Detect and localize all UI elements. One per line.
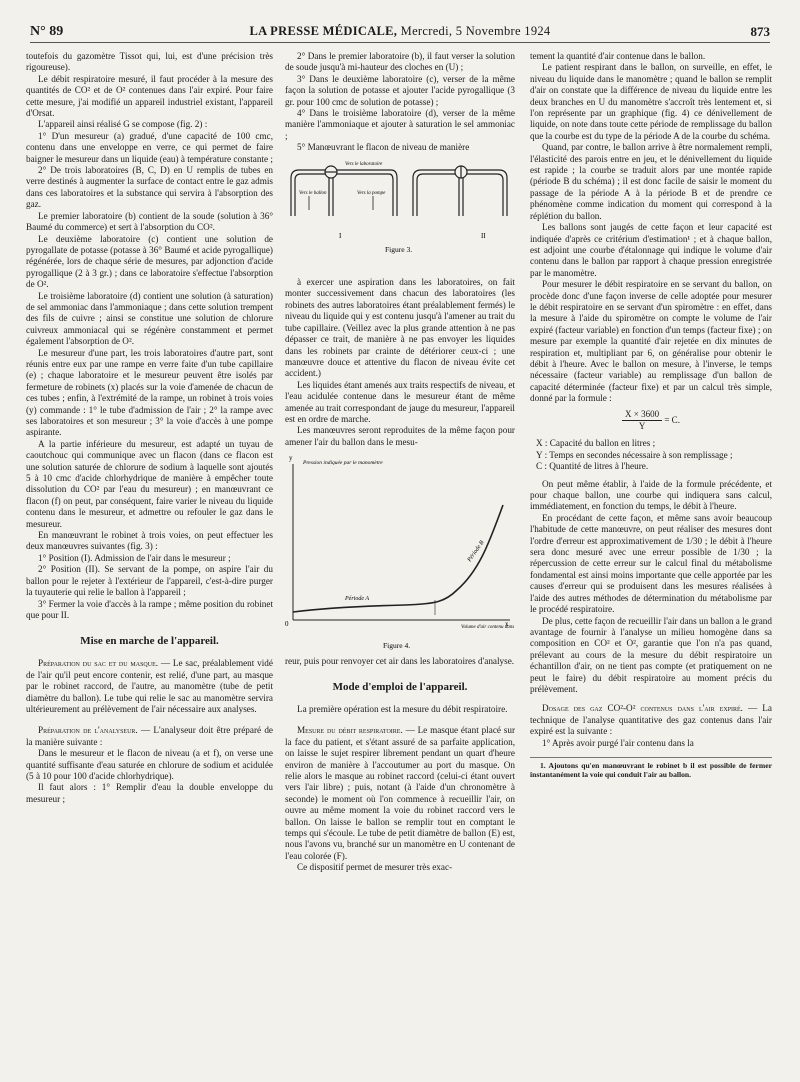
run-in-heading: Préparation de l'analyseur. — [38, 725, 138, 736]
paragraph: En manœuvrant le robinet à trois voies, on peut effectuer les deux manœuvres suivantes (fig. 3) : — [26, 530, 273, 552]
section-heading-mise-en-marche: Mise en marche de l'appareil. — [80, 635, 219, 648]
x-axis-letter: x — [505, 620, 509, 629]
paragraph: 1° Position (I). Admission de l'air dans le mesureur ; — [38, 552, 231, 563]
figure-3-caption: Figure 3. — [385, 244, 413, 254]
figure-4 — [285, 450, 515, 653]
figure-3-diagram — [285, 156, 515, 272]
legend-item: C : Quantité de litres à l'heure. — [536, 461, 649, 472]
figure-3 — [285, 156, 515, 275]
paragraph-text: — Le masque étant placé sur la face du patient, et s'étant assuré de sa parfaite application, on laisse le sujet respirer librement pendant un quart d'heure environ de manière à l'accoutumer au port du masque. On relie alors le masque au robinet raccord (celui-ci étant ouvert vers l'air libre) ; puis, notant (à l'aide d'un chronomètre à seconde) le moment où l'on commence à recueillir l'air, on ouvre au même moment la voie du robinet raccord vers le ballon. On laisse le ballon se remplir tout en comptant le temps qui s'écoule. Le tube de petit diamètre de ballon (E) est, nous l'avons vu, branché sur un manomètre en U contenant de l'eau colorée (F). — [285, 725, 515, 861]
legend-item: Y : Temps en secondes nécessaire à son remplissage ; — [536, 449, 733, 460]
origin-label: 0 — [285, 620, 289, 629]
paragraph: à exercer une aspiration dans les laboratoires, on fait monter successivement dans chacun des laboratoires (les robinets des autres laboratoires étant préalablement fermés) le niveau du liquide qui y est contenu jusqu'à l'amener au trait du tube capillaire. (Veillez avec la plus grande attention à ne pas dépasser ce trait, de manière à ne pas envoyer les liquides dans les robinets par crainte de détériorer ceux-ci ; une manœuvre douce et attentive du flacon de niveau évite cet accident.) — [285, 277, 515, 379]
formula-numerator: X × 3600 — [622, 409, 662, 421]
period-b-label: Période B — [466, 540, 486, 564]
issue-number: N° 89 — [30, 24, 64, 39]
x-axis-label: Volume d'air contenu dans — [461, 625, 515, 631]
paragraph: Le patient respirant dans le ballon, on surveille, en effet, le niveau du liquide dans le manomètre ; quand le ballon se remplit d'air on constate que la différence de niveau du liquide entre les deux branches en U du manomètre s'accroît très lentement et, si l'on représente par un graphique (fig. 4) ce dénivellement de liquide, on note dans toute cette période de remplissage du ballon que la courbe est du type de la période A de la courbe du schéma. — [530, 62, 772, 141]
footnote-text: 1. Ajoutons qu'en manœuvrant le robinet b il est possible de fermer instantanément la voie qui conduit l'air au ballon. — [530, 760, 772, 779]
paragraph: Le premier laboratoire (b) contient de la soude (solution à 36° Baumé du commerce) et sert à l'absorption du CO². — [26, 210, 273, 233]
paragraph: Le mesureur d'une part, les trois laboratoires d'autre part, sont réunis entre eux par une rampe en verre faite d'un tube capillaire (e) ; chaque laboratoire et le mesureur peuvent être isolés par fermeture de robinets (x) placés sur la voie d'amenée de chacun de ces tubes ; enfin, à l'extrémité de la rampe, un robinet à trois voies (y) commande : 1° le tube d'admission de l'air ; 2° la rampe avec ses laboratoires et son mesureur ; 3° la voie d'accès à une pompe aspirante. — [26, 347, 273, 438]
paragraph — [530, 703, 772, 737]
formula-denominator: Y — [638, 421, 646, 431]
paragraph: Les manœuvres seront reproduites de la même façon pour amener l'air du ballon dans le mesu- — [285, 425, 515, 447]
paragraph: Ce dispositif permet de mesurer très exac- — [297, 862, 453, 873]
paragraph: A la partie inférieure du mesureur, est adapté un tuyau de caoutchouc qui communique avec un flacon (dans ce flacon est une solution saturée de chlorure de sodium à laquelle sont ajoutés 5 à 10 cmc d'acide chlorhydrique de manière à empêcher toute dissolution du CO² par l'eau du mesureur) ; en manœuvrant ce flacon (f) on peut, par conséquent, faire varier le niveau du liquide contenu dans le mesureur, et admettre ou refouler le gaz dans le mesureur. — [26, 438, 273, 529]
paragraph: On peut même établir, à l'aide de la formule précédente, et pour chaque ballon, une courbe qui indiquera sans calcul, immédiatement, en fonction du temps, le débit à l'heure. — [530, 478, 772, 512]
paragraph: 3° Fermer la voie d'accès à la rampe ; même position du robinet que pour II. — [26, 598, 273, 620]
paragraph: La première opération est la mesure du débit respiratoire. — [297, 703, 508, 714]
paragraph: 1° Après avoir purgé l'air contenu dans la — [542, 737, 694, 748]
paragraph-text: — La technique de l'analyse quantitative des gaz contenus dans l'air expiré est la suivante : — [530, 703, 772, 737]
column-2 — [285, 51, 515, 874]
paragraph: En procédant de cette façon, et même sans avoir beaucoup l'habitude de cette manœuvre, on peut réaliser des mesures dont l'ordre d'erreur est approximativement de 1/30 ; le débit à l'heure sera donc mesuré avec une erreur possible de 1/30 ; la répercussion de cette erreur sur le calcul final du métabolisme fondamental est ainsi moins importante que celle apportée par les causes d'erreur qui se produisent dans les mesures réalisées à l'aide des autres méthodes de détermination du métabolisme par le procédé respiratoire. — [530, 512, 772, 615]
paragraph: 2° De trois laboratoires (B, C, D) en U remplis de tubes en verre destinés à augmenter la surface de contact entre le gaz admis dans ces laboratoires et la substance qui servira à l'absorption des gaz. — [26, 165, 273, 210]
run-in-heading: Mesure du débit respiratoire. — [297, 725, 403, 736]
section-heading-mode-emploi: Mode d'emploi de l'appareil. — [332, 680, 468, 693]
paragraph: reur, puis pour renvoyer cet air dans les laboratoires d'analyse. — [285, 655, 515, 666]
run-in-heading: Dosage des gaz CO²-O² contenus dans l'air expiré. — [542, 703, 743, 714]
paragraph: Les ballons sont jaugés de cette façon et leur capacité est indiquée d'après ce critérium d'estimation¹ ; et à chaque ballon, est adjoint une courbe d'étalonnage qui indique le volume d'air contenu dans le ballon par rapport à chaque pression enregistrée par le manomètre. — [530, 222, 772, 278]
paragraph: 4° Dans le troisième laboratoire (d), verser de la même manière l'ammoniaque et ajouter à saturation le sel ammoniac ; — [285, 108, 515, 141]
paragraph: L'appareil ainsi réalisé G se compose (fig. 2) : — [38, 119, 208, 130]
paragraph: Le débit respiratoire mesuré, il faut procéder à la mesure des quantités de CO² et de O² contenues dans l'air expiré. Pour faire cette mesure, j'ai modifié un appareil industriel existant, l'appareil d'Orsat. — [26, 73, 273, 119]
paragraph: 1° D'un mesureur (a) gradué, d'une capacité de 100 cmc, contenu dans une enveloppe en verre, ce qui permet de faire baigner le mesureur dans un liquide (eau) à température constante ; — [26, 130, 273, 164]
column-1 — [26, 51, 273, 805]
run-in-heading: Préparation du sac et du masque. — [38, 658, 159, 669]
paragraph: De plus, cette façon de recueillir l'air dans un ballon a le grand avantage de fournir à l'analyse un milieu homogène dans sa composition en CO² et O², garantie que l'on n'a pas quand, prélevant au cours de la mesure du débit respiratoire un échantillon d'air, on ne tient pas compte (et pratiquement on ne peut le faire) du débit respiratoire au moment précis du prélèvement. — [530, 615, 772, 694]
paragraph: 2° Position (II). Se servant de la pompe, on aspire l'air du ballon pour le rejeter à l'extérieur de l'appareil, c'est-à-dire purger la tuyauterie qui relie le ballon à l'appareil ; — [26, 564, 273, 598]
paragraph: tement la quantité d'air contenue dans le ballon. — [530, 51, 706, 61]
paragraph: Le deuxième laboratoire (c) contient une solution de pyrogallate de potasse (potasse à 36° Baumé et acide pyrogallique) régénérée, lors de chaque série de mesures, par adjonction d'acide pyrogallique (2 à 3 gr.) ; dans ce laboratoire s'effectue l'absorption de O². — [26, 233, 273, 290]
paragraph: Les liquides étant amenés aux traits respectifs de niveau, et l'eau acidulée contenue dans le mesureur étant de même amenée au trait correspondant de jauge du mesureur, l'appareil est en ordre de marche. — [285, 379, 515, 424]
position-2-label: II — [481, 231, 486, 240]
journal-title-line — [30, 24, 770, 39]
formula-result: = C. — [664, 414, 680, 425]
paragraph — [26, 725, 273, 748]
page-number: 873 — [750, 24, 770, 39]
page-header — [30, 22, 770, 43]
label-to-pump: Vers la pompe — [357, 190, 386, 196]
paragraph-text: — Le sac, préalablement vidé de l'air qu'il peut encore contenir, est relié, d'une part, au masque par le robinet raccord, de l'autre, au manomètre (tube de petit diamètre du ballon). Le tube qui relie le sac au manomètre servira ultérieurement au prélèvement de l'air nécessaire aux analyses. — [26, 658, 273, 714]
paragraph: Il faut alors : 1° Remplir d'eau la double enveloppe du mesureur ; — [26, 782, 273, 804]
y-axis-label: Pression indiquée par le manomètre — [303, 460, 383, 467]
paragraph: Quand, par contre, le ballon arrive à être normalement rempli, l'élasticité des parois entre en jeu, et le dénivellement du liquide est rapide ; la courbe se traduit alors par une montée rapide (période B du schéma) ; il est donc facile de saisir le moment du passage de la période A à la période B et de prendre ce phénomène comme indication du moment qui correspond à la réplétion du ballon. — [530, 142, 772, 221]
formula-fraction — [622, 409, 662, 433]
legend-item: X : Capacité du ballon en litres ; — [536, 438, 656, 449]
figure-4-caption: Figure 4. — [383, 641, 411, 651]
paragraph: toutefois du gazomètre Tissot qui, lui, est d'une précision très rigoureuse). — [26, 51, 273, 73]
footnote — [530, 757, 772, 779]
paragraph — [285, 725, 515, 862]
position-1-label: I — [339, 231, 342, 240]
y-axis-letter: y — [289, 454, 293, 463]
journal-title: LA PRESSE MÉDICALE, — [249, 24, 398, 38]
label-to-laboratory: Vers le laboratoire — [345, 161, 383, 167]
column-3 — [530, 51, 772, 779]
issue-date: Mercredi, 5 Novembre 1924 — [400, 24, 551, 38]
figure-4-graph — [285, 450, 515, 650]
paragraph — [26, 658, 273, 715]
paragraph: Le troisième laboratoire (d) contient une solution (à saturation) de sel ammoniac dans l'ammoniaque ; dans cette solution trempent des fils de cuivre ; ainsi se constitue une solution de chlorure cuivreux ammoniacal qui se régénère constamment et permet également l'absorption de O². — [26, 290, 273, 347]
formula-legend — [530, 438, 772, 472]
paragraph-text: — L'analyseur doit être préparé de la manière suivante : — [26, 725, 273, 747]
paragraph: Dans le mesureur et le flacon de niveau (a et f), on verse une quantité suffisante d'eau saturée en chlorure de sodium et acidulée (5 à 10 pour 100 d'acide chlorhydrique). — [26, 748, 273, 781]
period-a-label: Période A — [345, 596, 370, 603]
formula — [530, 409, 772, 433]
paragraph: Pour mesurer le débit respiratoire en se servant du ballon, on procède donc d'une façon inverse de celle adoptée pour mesurer le débit respiratoire en se servant d'un spiromètre : en effet, dans la mesure à l'aide du spiromètre on compte le volume de l'air expiré (facteur variable) en fonction d'un temps (facteur fixe) ; on mesure par exemple la quantité d'air rejetée en dix minutes de respiration et, multipliant par 6, on généralise pour obtenir le débit à l'heure. Avec le ballon on mesure, à l'inverse, le temps nécessaire (facteur variable) au remplissage d'un ballon de capacité déterminée (facteur fixe) et par un calcul très simple, donné par la formule : — [530, 279, 772, 404]
paragraph: 3° Dans le deuxième laboratoire (c), verser de la même façon la solution de potasse et ajouter l'acide pyrogallique (3 gr. pour 100 cmc de solution de potasse) ; — [285, 73, 515, 107]
paragraph: 2° Dans le premier laboratoire (b), il faut verser la solution de soude jusqu'à mi-hauteur des cloches en (U) ; — [285, 51, 515, 73]
paragraph: 5° Manœuvrant le flacon de niveau de manière — [297, 142, 470, 153]
label-to-balloon: Vers le ballon — [299, 190, 327, 196]
